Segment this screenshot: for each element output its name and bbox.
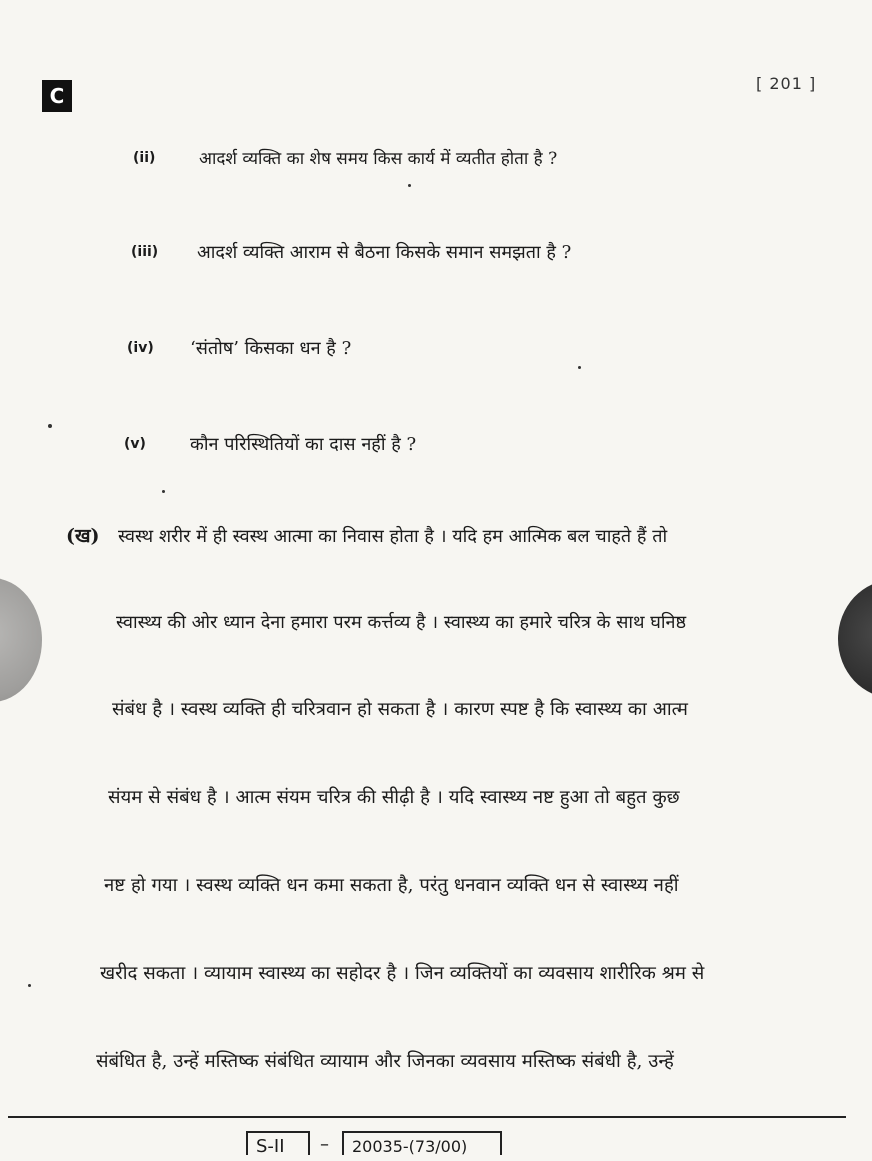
passage-line: खरीद सकता । व्यायाम स्वास्थ्य का सहोदर है । जिन व्यक्तियों का व्यवसाय शारीरिक श्रम से <box>100 963 705 984</box>
question-text: कौन परिस्थितियों का दास नहीं है ? <box>190 434 417 455</box>
passage-line: स्वास्थ्य की ओर ध्यान देना हमारा परम कर्त्तव्य है । स्वास्थ्य का हमारे चरित्र के साथ घनिष्ठ <box>116 612 687 633</box>
passage-label: (ख) <box>66 525 100 547</box>
question-number: (v) <box>124 436 146 452</box>
speck <box>28 984 31 987</box>
passage-line: नष्ट हो गया । स्वस्थ व्यक्ति धन कमा सकता है, परंतु धनवान व्यक्ति धन से स्वास्थ्य नहीं <box>104 875 679 896</box>
passage-line: संयम से संबंध है । आत्म संयम चरित्र की सीढ़ी है । यदि स्वास्थ्य नष्ट हुआ तो बहुत कुछ <box>108 787 680 808</box>
question-number: (ii) <box>133 150 156 166</box>
footer-code-left: S-II <box>246 1131 310 1155</box>
footer-separator: – <box>320 1134 329 1155</box>
speck <box>162 490 165 493</box>
binder-hole-left <box>0 578 42 702</box>
footer-code-right: 20035-(73/00) <box>342 1131 502 1155</box>
question-number: (iii) <box>131 244 159 260</box>
speck <box>48 424 52 428</box>
section-badge: C <box>42 80 72 112</box>
passage-line: संबंध है । स्वस्थ व्यक्ति ही चरित्रवान हो सकता है । कारण स्पष्ट है कि स्वास्थ्य का आत्म <box>112 699 688 720</box>
footer-rule <box>8 1116 846 1118</box>
passage-line: स्वस्थ शरीर में ही स्वस्थ आत्मा का निवास होता है । यदि हम आत्मिक बल चाहते हैं तो <box>118 526 668 547</box>
binder-hole-right <box>838 580 872 698</box>
question-number: (iv) <box>127 340 154 356</box>
question-text: ‘संतोष’ किसका धन है ? <box>190 338 352 359</box>
speck <box>578 366 581 369</box>
question-text: आदर्श व्यक्ति आराम से बैठना किसके समान समझता है ? <box>197 242 572 263</box>
speck <box>408 184 411 187</box>
passage-line: संबंधित है, उन्हें मस्तिष्क संबंधित व्यायाम और जिनका व्यवसाय मस्तिष्क संबंधी है, उन्हें <box>96 1051 674 1072</box>
question-text: आदर्श व्यक्ति का शेष समय किस कार्य में व्यतीत होता है ? <box>199 149 558 169</box>
page-number: [ 201 ] <box>756 74 817 93</box>
